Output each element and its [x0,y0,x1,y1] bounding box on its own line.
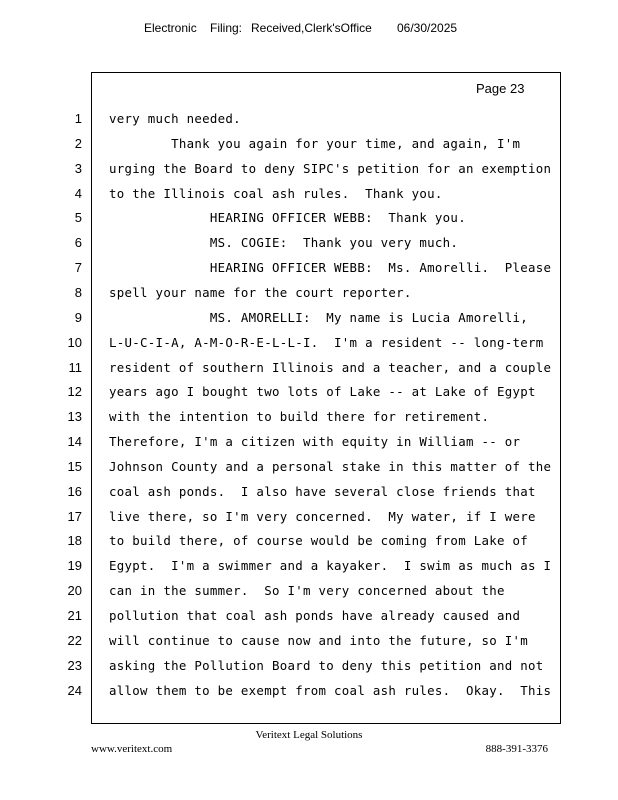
line-number: 15 [67,458,82,474]
filing-received-label: Received,Clerk'sOffice [251,21,372,35]
transcript-line: resident of southern Illinois and a teacher, and a couple [109,359,552,375]
line-number: 13 [67,409,82,425]
line-number: 18 [67,533,82,549]
transcript-line: pollution that coal ash ponds have already caused and [109,608,521,623]
line-number: 9 [74,309,82,325]
transcript-line: Thank you again for your time, and again, I'm [109,135,521,151]
transcript-line: allow them to be exempt from coal ash rules. Okay. This [109,682,552,698]
line-number: 7 [74,260,82,276]
transcript-line: spell your name for the court reporter. [109,284,412,300]
transcript-line: Egypt. I'm a swimmer and a kayaker. I swim as much as I [109,558,552,574]
line-number: 3 [74,160,82,176]
filing-label: Filing: [210,21,243,35]
transcript-line: can in the summer. So I'm very concerned about the [109,583,505,599]
transcript-line: with the intention to build there for retirement. [109,409,490,425]
transcript-line: asking the Pollution Board to deny this petition and not [109,657,544,673]
transcript-line: years ago I bought two lots of Lake -- at Lake of Egypt [109,384,536,400]
line-number: 5 [74,210,82,226]
filing-date: 06/30/2025 [397,21,458,35]
transcript-line: L-U-C-I-A, A-M-O-R-E-L-L-I. I'm a resident -- long-term [109,334,544,350]
transcript-line: Johnson County and a personal stake in this matter of the [109,458,552,474]
footer-phone: 888-391-3376 [485,743,548,755]
line-number: 12 [67,384,82,400]
line-number: 23 [67,657,82,673]
footer-company: Veritext Legal Solutions [255,729,363,741]
transcript-line: will continue to cause now and into the future, so I'm [109,632,529,648]
transcript-line: MS. COGIE: Thank you very much. [109,235,459,251]
line-number: 16 [67,483,82,499]
line-number: 20 [67,583,82,599]
line-number: 21 [67,608,82,623]
line-number: 6 [74,235,82,251]
line-number: 17 [67,508,82,524]
line-number: 10 [67,334,82,350]
line-number: 2 [74,135,82,151]
transcript-line: very much needed. [109,111,241,126]
transcript-line: urging the Board to deny SIPC's petition for an exemption [109,160,552,176]
line-number: 11 [68,359,82,375]
transcript-line: coal ash ponds. I also have several close friends that [109,483,536,499]
transcript-line: live there, so I'm very concerned. My water, if I were [109,508,536,524]
transcript-line: HEARING OFFICER WEBB: Ms. Amorelli. Please [109,260,552,276]
line-number: 14 [67,434,82,450]
filing-electronic-label: Electronic [144,21,197,35]
transcript-line: MS. AMORELLI: My name is Lucia Amorelli, [109,309,529,325]
page-number: Page 23 [476,81,525,96]
line-number: 19 [67,558,82,574]
transcript-line: to build there, of course would be coming from Lake of [109,533,529,549]
line-number: 1 [74,111,82,126]
line-number: 24 [67,682,82,698]
line-number: 8 [74,284,82,300]
footer-website: www.veritext.com [91,743,173,755]
transcript-line: HEARING OFFICER WEBB: Thank you. [109,210,466,226]
line-number: 4 [74,185,82,201]
transcript-line: to the Illinois coal ash rules. Thank you. [109,185,443,201]
transcript-line: Therefore, I'm a citizen with equity in William -- or [109,434,521,450]
line-number: 22 [67,632,82,648]
